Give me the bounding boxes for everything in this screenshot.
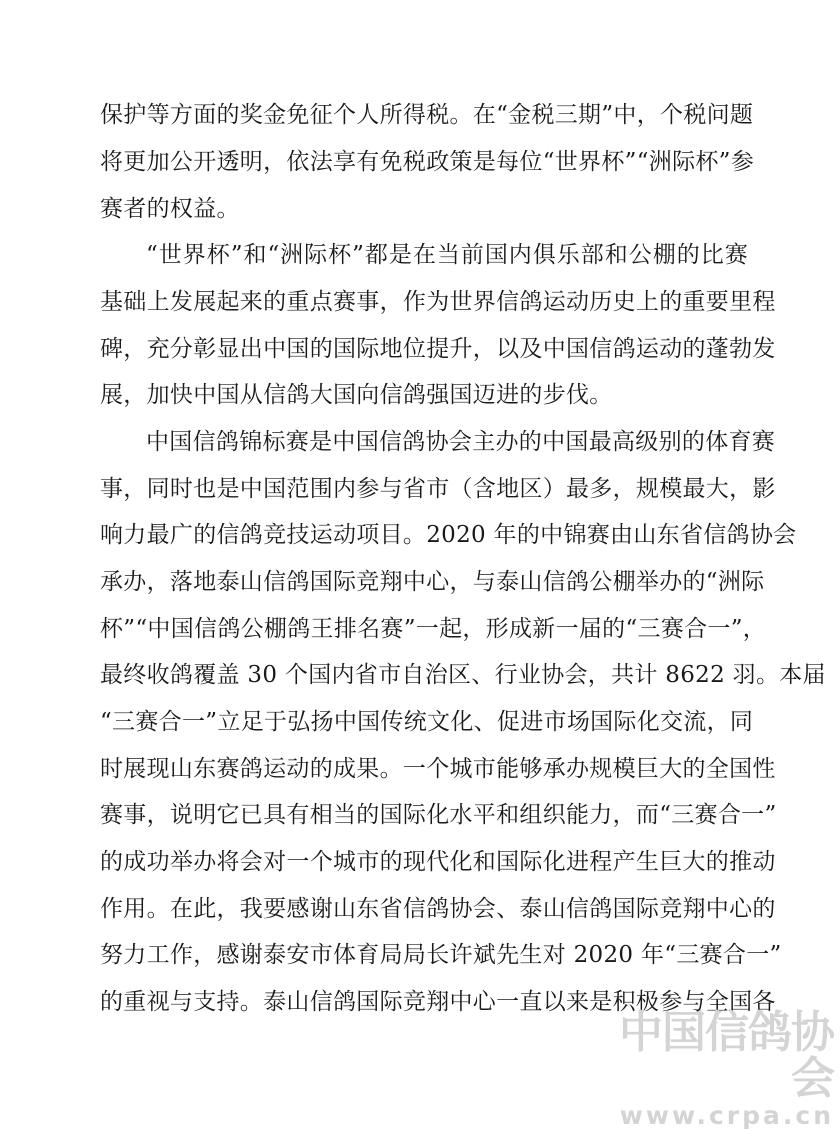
paragraph-line: 将更加公开透明，依法享有免税政策是每位“世界杯”“洲际杯”参 [100,149,755,175]
paragraph-line: 中国信鸽锦标赛是中国信鸽协会主办的中国最高级别的体育赛 [146,429,776,455]
paragraph-line: “世界杯”和“洲际杯”都是在当前国内俱乐部和公棚的比赛 [146,242,748,268]
paragraph-line: 基础上发展起来的重点赛事，作为世界信鸽运动历史上的重要里程 [100,289,776,315]
watermark-name: 中国信鸽协会 [619,1007,834,1104]
paragraph-line: 努力工作，感谢泰安市体育局局长许斌先生对 2020 年“三赛合一” [100,942,782,968]
paragraph-line: 承办，落地泰山信鸽国际竞翔中心，与泰山信鸽公棚举办的“洲际 [100,569,765,595]
paragraph-line: 响力最广的信鸽竞技运动项目。2020 年的中锦赛由山东省信鸽协会 [100,522,797,548]
paragraph-line: 作用。在此，我要感谢山东省信鸽协会、泰山信鸽国际竞翔中心的 [100,896,776,922]
paragraph-line: 保护等方面的奖金免征个人所得税。在“金税三期”中，个税问题 [100,102,754,128]
paragraph-line: “三赛合一”立足于弘扬中国传统文化、促进市场国际化交流，同 [100,709,754,735]
watermark-url: www.crpa.cn [619,1101,834,1130]
paragraph-line: 的重视与支持。泰山信鸽国际竞翔中心一直以来是积极参与全国各 [100,989,776,1015]
paragraph-line: 赛事，说明它已具有相当的国际化水平和组织能力，而“三赛合一” [100,802,777,828]
paragraph-line: 碑，充分彰显出中国的国际地位提升，以及中国信鸽运动的蓬勃发 [100,336,776,362]
paragraph-line: 赛者的权益。 [100,196,240,222]
paragraph-line: 时展现山东赛鸽运动的成果。一个城市能够承办规模巨大的全国性 [100,756,776,782]
paragraph-line: 事，同时也是中国范围内参与省市（含地区）最多，规模最大，影 [100,476,776,502]
paragraph-line: 展，加快中国从信鸽大国向信鸽强国迈进的步伐。 [100,382,613,408]
paragraph-line: 最终收鸽覆盖 30 个国内省市自治区、行业协会，共计 8622 羽。本届 [100,662,826,688]
paragraph-line: 杯”“中国信鸽公棚鸽王排名赛”一起，形成新一届的“三赛合一”， [100,616,767,642]
paragraph-line: 的成功举办将会对一个城市的现代化和国际化进程产生巨大的推动 [100,849,776,875]
watermark [619,1007,834,1130]
